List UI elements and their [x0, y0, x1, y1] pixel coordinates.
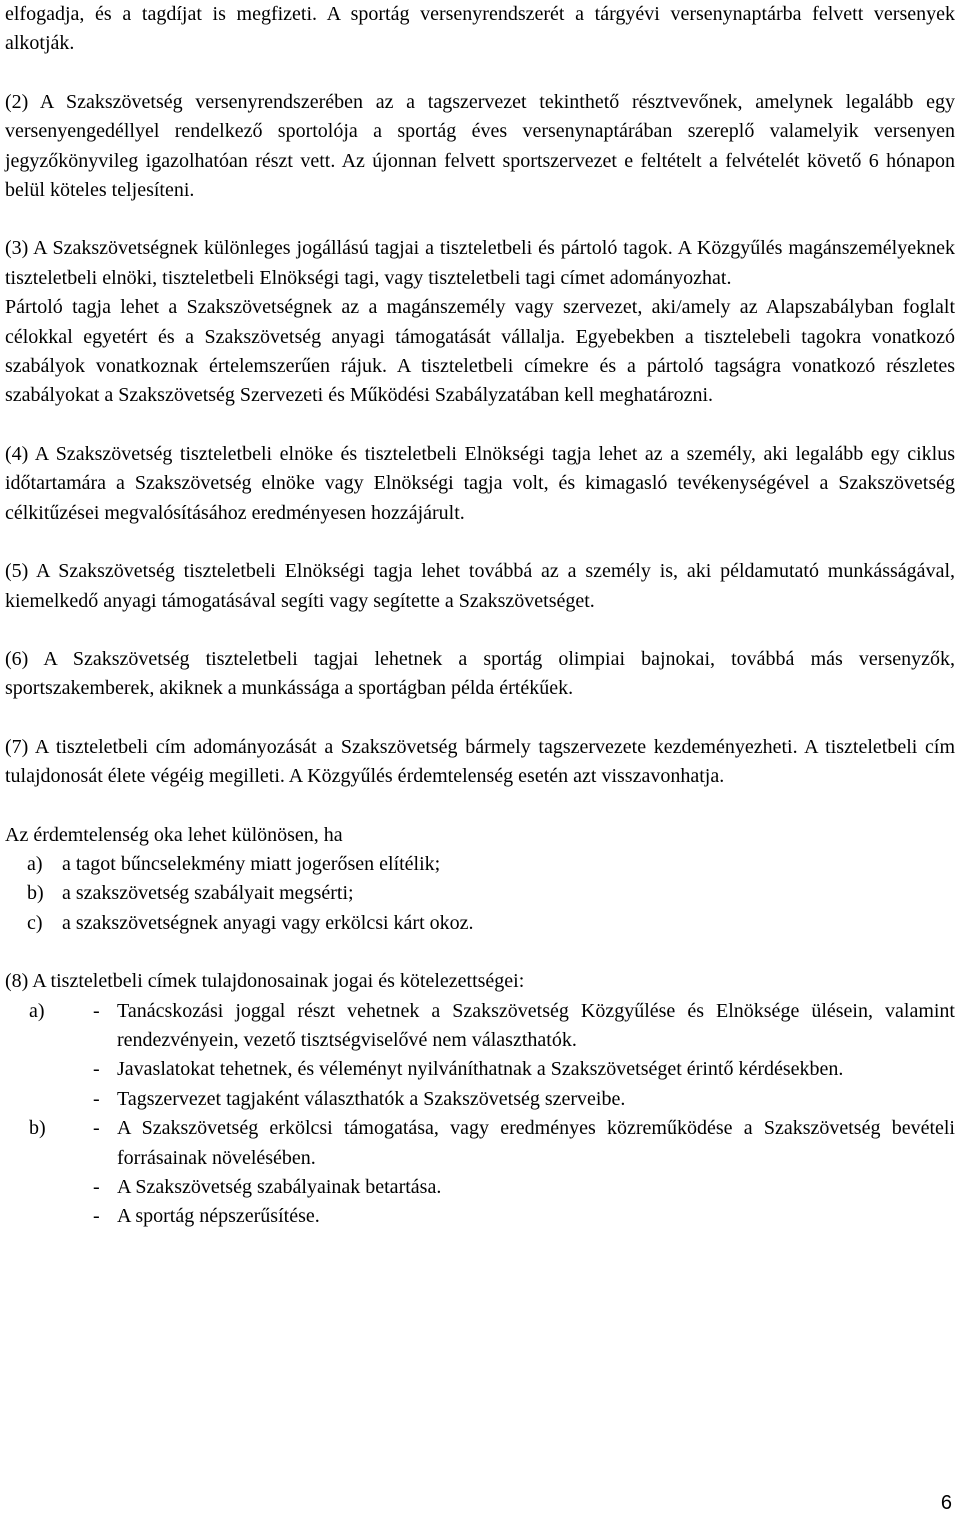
list-item-text: A sportág népszerűsítése. [117, 1205, 320, 1228]
list-item-text: Javaslatokat tehetnek, és véleményt nyilváníthatnak a Szakszövetséget érintő kérdésekben. [117, 1058, 844, 1081]
paragraph-3b: Pártoló tagja lehet a Szakszövetségnek az a magánszemély vagy szervezet, aki/amely az Alapszabályban foglalt célokkal egyetért és a Szakszövetség anyagi támogatását vállalja. Egyebekben a tisztelebeli tagokra vonatkozó szabályok vonatkoznak értelemszerűen rájuk. A tiszteletbeli címekre és a pártoló tagságra vonatkozó részletes szabályokat a Szakszövetség Szervezeti és Működési Szabályzatában kell meghatározni. [5, 296, 955, 407]
paragraph-intro: elfogadja, és a tagdíjat is megfizeti. A sportág versenyrendszerét a tárgyévi versenynaptárba felvett versenyek alkotják. [5, 3, 955, 55]
rights-sublist-a [93, 997, 955, 1115]
dash-marker: - [93, 999, 100, 1022]
list-item [93, 1085, 955, 1114]
list-item [93, 1114, 955, 1173]
list-marker: b) [29, 1117, 46, 1140]
list-item [93, 997, 955, 1056]
list-item-text: a tagot bűncselekmény miatt jogerősen elítélik; [62, 852, 441, 875]
dash-marker: - [93, 1117, 100, 1140]
paragraph-3a: (3) A Szakszövetségnek különleges jogállású tagjai a tiszteletbeli és pártoló tagok. A Közgyűlés magánszemélyeknek tiszteletbeli elnöki, tiszteletbeli Elnökségi tagi, vagy tiszteletbeli tagi címet adományozhat. [5, 237, 955, 289]
reasons-intro: Az érdemtelenség oka lehet különösen, ha [5, 823, 343, 846]
list-marker: c) [27, 911, 43, 934]
list-marker: a) [27, 852, 43, 875]
dash-marker: - [93, 1087, 100, 1110]
list-item-text: a szakszövetségnek anyagi vagy erkölcsi kárt okoz. [62, 911, 474, 934]
list-marker: a) [29, 999, 45, 1022]
paragraph-5: (5) A Szakszövetség tiszteletbeli Elnökségi tagja lehet továbbá az a személy is, aki példamutató munkásságával, kiemelkedő anyagi támogatásával segíti vagy segítette a Szakszövetséget. [5, 560, 955, 612]
list-item [93, 1202, 955, 1231]
dash-marker: - [93, 1058, 100, 1081]
list-item [93, 1173, 955, 1202]
list-item-text: A Szakszövetség erkölcsi támogatása, vagy eredményes közreműködése a Szakszövetség bevételi forrásainak növelésében. [117, 1117, 955, 1169]
list-item [5, 879, 955, 908]
page-number: 6 [940, 1492, 952, 1514]
paragraph-7: (7) A tiszteletbeli cím adományozását a Szakszövetség bármely tagszervezete kezdeményezheti. A tiszteletbeli cím tulajdonosát élete végéig megilleti. A Közgyűlés érdemtelenség esetén azt visszavonhatja. [5, 735, 955, 788]
list-item-text: Tagszervezet tagjaként választhatók a Szakszövetség szerveibe. [117, 1087, 626, 1110]
list-item [5, 850, 955, 879]
paragraph-6: (6) A Szakszövetség tiszteletbeli tagjai lehetnek a sportág olimpiai bajnokai, továbbá más versenyzők, sportszakemberek, akiknek a munkássága a sportágban példa értékűek. [5, 647, 955, 700]
rights-list [5, 997, 955, 1232]
dash-marker: - [93, 1176, 100, 1198]
paragraph-2: (2) A Szakszövetség versenyrendszerében az a tagszervezet tekinthető résztvevőnek, amelynek legalább egy versenyengedéllyel rendelkező sportolója a sportág éves versenynaptárában szereplő valamelyik versenyen jegyzőkönyvileg igazolhatóan részt vett. Az újonnan felvett sportszervezet e feltételt a felvételét követő 6 hónapon belül köteles teljesíteni. [5, 90, 955, 202]
paragraph-4: (4) A Szakszövetség tiszteletbeli elnöke és tiszteletbeli Elnökségi tagja lehet az a személy, aki legalább egy ciklus időtartamára a Szakszövetség elnöke vagy Elnökségi tagja volt, és kimagasló tevékenységével a Szakszövetség célkitűzései megvalósításához eredményesen hozzájárult. [5, 442, 955, 524]
list-item-text: Tanácskozási joggal részt vehetnek a Szakszövetség Közgyűlése és Elnöksége ülésein, valamint rendezvényein, vezető tisztségviselővé nem választhatók. [117, 999, 955, 1051]
dash-marker: - [93, 1205, 100, 1228]
list-item [5, 909, 955, 938]
list-item [93, 1055, 955, 1084]
paragraph-8-intro: (8) A tiszteletbeli címek tulajdonosainak jogai és kötelezettségei: [5, 970, 525, 993]
list-item-text: A Szakszövetség szabályainak betartása. [117, 1176, 442, 1198]
list-item-text: a szakszövetség szabályait megsérti; [62, 882, 354, 905]
document-page [5, 0, 955, 1232]
list-marker: b) [27, 882, 44, 905]
rights-group-a [5, 997, 955, 1115]
reasons-list [5, 850, 955, 938]
rights-group-b [5, 1114, 955, 1232]
rights-sublist-b [93, 1114, 955, 1232]
